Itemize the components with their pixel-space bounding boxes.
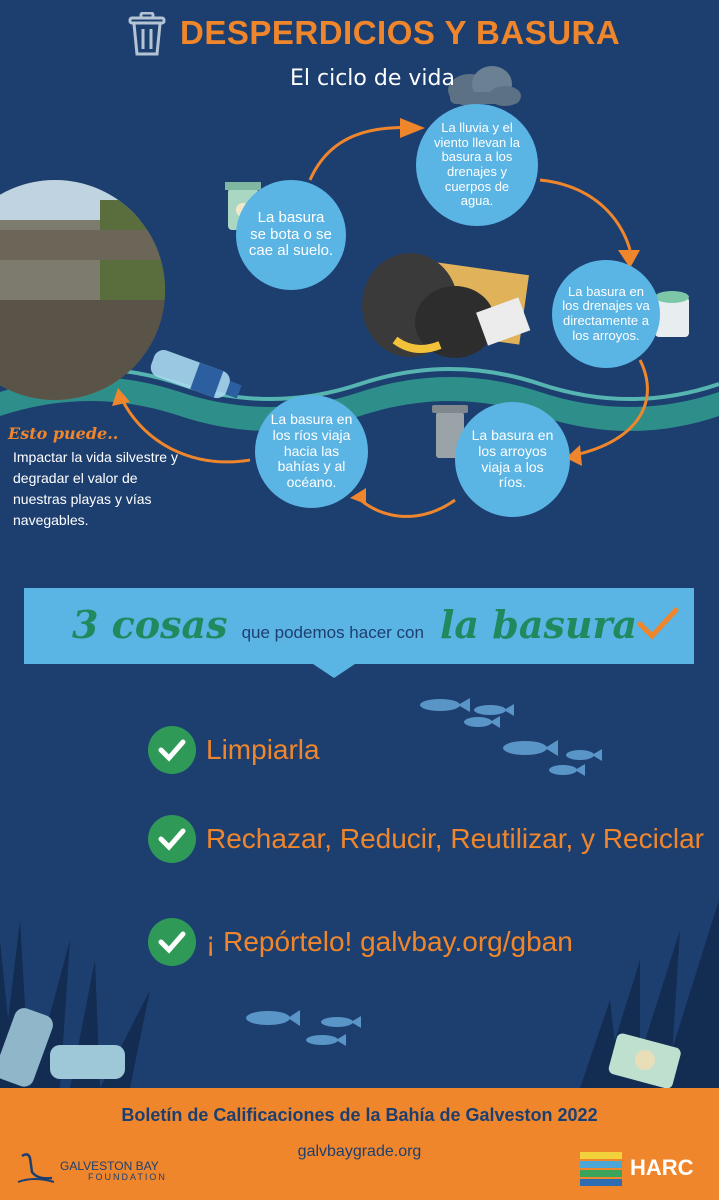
harc-logo-text: HARC (630, 1155, 694, 1180)
trash-can-icon (128, 12, 166, 56)
impact-body: Impactar la vida silvestre y degradar el valor de nuestras playas y vías navegables. (13, 449, 178, 528)
check-icon (148, 726, 196, 774)
page-title: DESPERDICIOS Y BASURA (180, 14, 621, 51)
footer-url[interactable]: galvbaygrade.org (297, 1143, 422, 1160)
banner-middle: que podemos hacer con (241, 623, 424, 642)
banner-count: 3 cosas (72, 602, 228, 647)
impact-heading: Esto puede.. (8, 424, 119, 443)
gbf-logo-text: GALVESTON BAY FOUNDATION (60, 1159, 167, 1183)
action-label: Limpiarla (206, 734, 320, 765)
can-icon (655, 291, 689, 337)
cycle-step-3: La basura en los drenajes va directamente a los arroyos. (552, 260, 660, 368)
action-item-1 (148, 726, 320, 774)
action-item-3 (148, 918, 573, 966)
action-label: Rechazar, Reducir, Reutilizar, y Reciclar (206, 823, 704, 854)
cycle-step-2: La lluvia y el viento llevan la basura a los drenajes y cuerpos de agua. (416, 104, 538, 226)
cycle-step-4: La basura en los arroyos viaja a los ríos. (455, 402, 570, 517)
action-label[interactable]: ¡ Repórtelo! galvbay.org/gban (206, 926, 573, 957)
trash-bag-icon (362, 253, 530, 358)
heron-logo-icon (14, 1152, 58, 1186)
check-icon (148, 918, 196, 966)
check-icon (636, 606, 680, 642)
cycle-step-5: La basura en los ríos viaja hacia las bahías y al océano. (255, 395, 368, 508)
harc-logo-icon (580, 1152, 622, 1186)
cycle-step-1: La basura se bota o se cae al suelo. (236, 180, 346, 290)
banner-subject: la basura (439, 602, 638, 647)
footer-title: Boletín de Calificaciones de la Bahía de Galveston 2022 (121, 1105, 598, 1125)
page-subtitle: El ciclo de vida (290, 66, 455, 91)
beach-litter-photo (0, 180, 170, 400)
action-item-2 (148, 815, 704, 863)
action-banner (24, 588, 694, 664)
banner-pointer (310, 662, 358, 678)
check-icon (148, 815, 196, 863)
